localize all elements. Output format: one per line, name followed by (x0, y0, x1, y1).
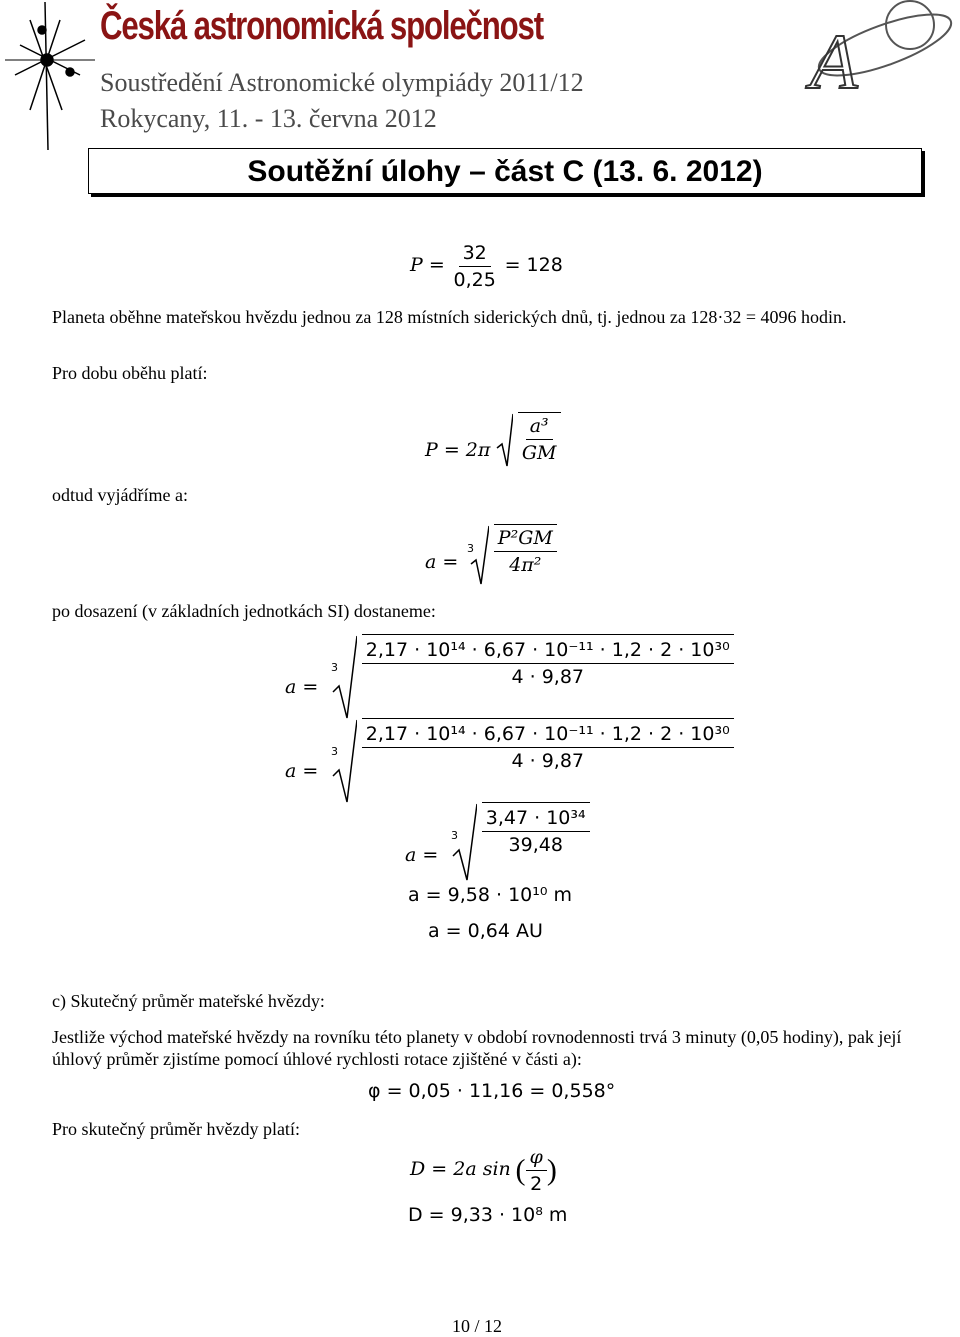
root-index: 3 (467, 542, 475, 556)
eq-lhs: D = 2a sin (410, 1157, 511, 1180)
equation-period (410, 242, 563, 291)
eq-lhs: a = (425, 551, 459, 574)
root-index: 3 (331, 661, 339, 675)
result-diameter: D = 9,33 · 10⁸ m (408, 1204, 568, 1226)
eq-den: 4 · 9,87 (511, 750, 584, 772)
result-a-au: a = 0,64 AU (428, 920, 543, 942)
equation-substitution-1 (285, 634, 734, 720)
section-banner (88, 148, 922, 194)
section-c-heading: c) Skutečný průměr mateřské hvězdy: (52, 991, 325, 1011)
eq-lhs: a = (285, 676, 319, 699)
eq-rhs: = 128 (504, 253, 563, 276)
paragraph-period: Planeta oběhne mateřskou hvězdu jednou za 128 místních siderických dnů, tj. jednou za 128·32 = 4096 hodin. (52, 307, 847, 327)
place-date: Rokycany, 11. - 13. června 2012 (100, 104, 437, 133)
eq-den: 0,25 (453, 269, 496, 291)
eq-lhs: a = (405, 844, 439, 867)
eq-num: 2,17 · 10¹⁴ · 6,67 · 10⁻¹¹ · 1,2 · 2 · 10³⁰ (362, 639, 734, 664)
society-logo (790, 0, 960, 95)
banner-title: Soutěžní úlohy – část C (13. 6. 2012) (247, 155, 763, 188)
star-decoration-icon (0, 0, 100, 150)
equation-substitution-3 (405, 802, 590, 882)
logo-letter: A (810, 18, 858, 95)
eq-den: 39,48 (508, 834, 563, 856)
equation-diameter: D = 2a sin ( $\frac{\varphi}{2}$ ) (410, 1146, 557, 1195)
eq-den: 4π² (509, 554, 542, 576)
cube-root-sign-icon (323, 718, 357, 804)
eq-lhs: P = 2π (425, 439, 491, 462)
result-a-meters: a = 9,58 · 10¹⁰ m (408, 884, 573, 906)
society-name: Česká astronomická společnost (100, 4, 543, 48)
equation-kepler (425, 412, 561, 468)
eq-den: GM (521, 442, 557, 464)
eq-num: P²GM (494, 527, 557, 552)
eq-num: φ (526, 1146, 547, 1171)
eq-num: a³ (526, 415, 553, 440)
event-name: Soustředění Astronomické olympiády 2011/12 (100, 68, 584, 97)
eq-num: 3,47 · 10³⁴ (482, 807, 590, 832)
eq-lhs: a = (285, 760, 319, 783)
equation-phi: φ = 0,05 · 11,16 = 0,558° (368, 1080, 616, 1102)
page-number: 10 / 12 (452, 1316, 503, 1336)
cube-root-sign-icon (323, 634, 357, 720)
eq-num: 32 (459, 242, 491, 267)
paragraph-express-a: odtud vyjádříme a: (52, 485, 188, 505)
equation-substitution-2 (285, 718, 734, 804)
paragraph-kepler-intro: Pro dobu oběhu platí: (52, 363, 208, 383)
paragraph-real-diameter: Pro skutečný průměr hvězdy platí: (52, 1119, 300, 1139)
sqrt-sign-icon (495, 412, 513, 468)
root-index: 3 (451, 829, 459, 843)
eq-den: 2 (530, 1173, 543, 1195)
cube-root-sign-icon (443, 802, 477, 882)
paragraph-substitution: po dosazení (v základních jednotkách SI) dostaneme: (52, 601, 436, 621)
equation-a-formula (425, 524, 557, 586)
paragraph-angular-diameter: Jestliže východ mateřské hvězdy na rovníku této planety v období rovnodennosti trvá 3 minuty (0,05 hodiny), pak její úhlový průměr zjistíme pomocí úhlové rychlosti rotace zjištěné v části a): (52, 1027, 902, 1069)
eq-num: 2,17 · 10¹⁴ · 6,67 · 10⁻¹¹ · 1,2 · 2 · 10³⁰ (362, 723, 734, 748)
eq-den: 4 · 9,87 (511, 666, 584, 688)
eq-lhs: P = (410, 253, 445, 276)
root-index: 3 (331, 745, 339, 759)
